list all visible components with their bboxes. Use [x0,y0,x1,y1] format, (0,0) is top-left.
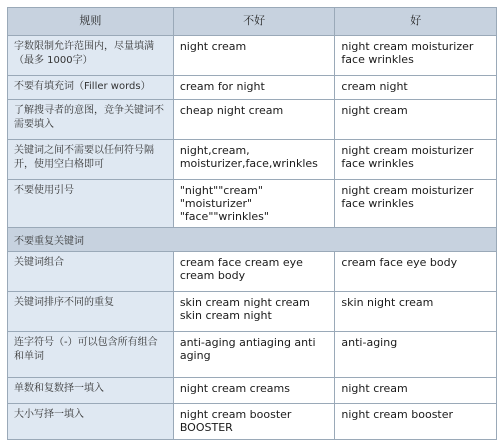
rule-cell: 不要有填充词（Filler words） [8,76,174,100]
good-example-cell: skin night cream [335,292,497,332]
good-example-cell: night cream moisturizer face wrinkles [335,180,497,228]
bad-example-cell: cream face cream eye cream body [173,252,335,292]
good-example-cell: night cream booster [335,404,497,440]
bad-example-cell: cheap night cream [173,100,335,140]
good-example-cell: anti-aging [335,332,497,378]
table-row [8,378,497,404]
bad-example-cell: "night""cream" "moisturizer" "face""wrinkles" [173,180,335,228]
section-row [8,228,497,252]
keyword-rules-table-container [7,7,497,435]
rule-cell: 大小写择一填入 [8,404,174,440]
header-bad: 不好 [173,8,335,36]
header-rule: 规则 [8,8,174,36]
good-example-cell: cream face eye body [335,252,497,292]
good-example-cell: night cream moisturizer face wrinkles [335,140,497,180]
table-row [8,332,497,378]
good-example-cell: night cream [335,378,497,404]
table-row [8,404,497,440]
rule-cell: 关键词之间不需要以任何符号隔开，使用空白格即可 [8,140,174,180]
rule-cell: 连字符号（-）可以包含所有组合和单词 [8,332,174,378]
table-row [8,76,497,100]
good-example-cell: night cream [335,100,497,140]
good-example-cell: night cream moisturizer face wrinkles [335,36,497,76]
rule-cell: 关键词排序不同的重复 [8,292,174,332]
table-row [8,252,497,292]
rule-cell: 了解搜寻者的意图，竞争关键词不需要填入 [8,100,174,140]
good-example-cell: cream night [335,76,497,100]
bad-example-cell: night cream creams [173,378,335,404]
rule-cell: 单数和复数择一填入 [8,378,174,404]
table-row [8,140,497,180]
bad-example-cell: skin cream night cream skin cream night [173,292,335,332]
header-good: 好 [335,8,497,36]
table-row [8,180,497,228]
keyword-rules-table [7,7,497,440]
bad-example-cell: night cream booster BOOSTER [173,404,335,440]
bad-example-cell: cream for night [173,76,335,100]
bad-example-cell: night,cream, moisturizer,face,wrinkles [173,140,335,180]
section-label: 不要重复关键词 [8,228,497,252]
table-row [8,100,497,140]
table-row [8,36,497,76]
rule-cell: 不要使用引号 [8,180,174,228]
table-row [8,292,497,332]
header-row [8,8,497,36]
rule-cell: 关键词组合 [8,252,174,292]
bad-example-cell: anti-aging antiaging anti aging [173,332,335,378]
rule-cell: 字数限制允许范围内，尽量填满（最多 1000字） [8,36,174,76]
bad-example-cell: night cream [173,36,335,76]
